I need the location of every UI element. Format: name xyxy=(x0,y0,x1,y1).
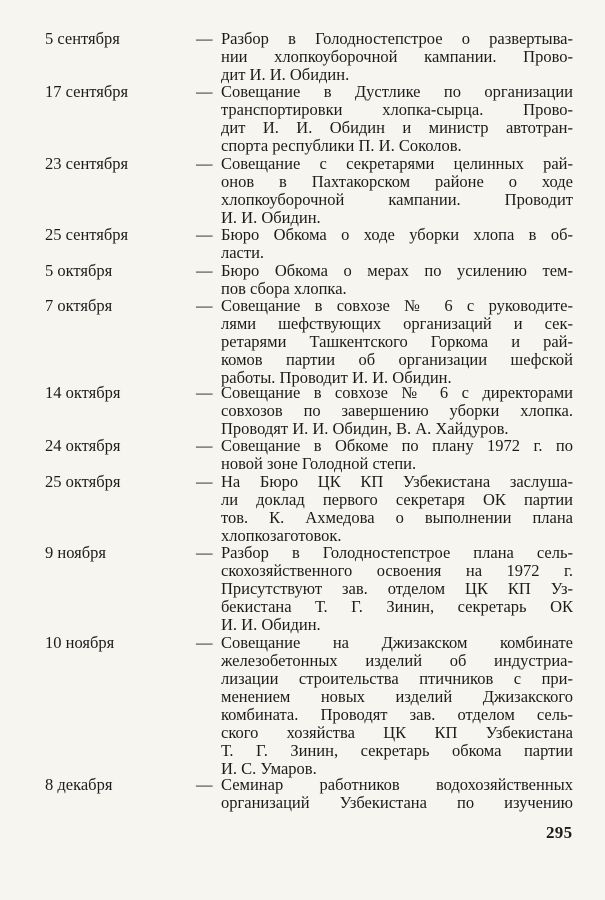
entry-text-line: Совещание на Джизакском комбинате xyxy=(221,634,573,652)
entry-text-line: комбината. Проводят зав. отделом сель- xyxy=(221,706,573,724)
entry-text-line: лями шефствующих организаций и сек- xyxy=(221,315,573,333)
entry-text-line: Совещание в Дустлике по организации xyxy=(221,83,573,101)
entry-date: 24 октября xyxy=(45,436,121,455)
entry-text-line: Бюро Обкома о мерах по усилению тем- xyxy=(221,262,573,280)
entry-dash: — xyxy=(196,436,213,455)
entry-dash: — xyxy=(196,29,213,48)
entry-description xyxy=(221,226,573,262)
entry-text-line: ли доклад первого секретаря ОК партии xyxy=(221,491,573,509)
entry-text-line: ласти. xyxy=(221,244,265,262)
entry-text-line: скохозяйственного освоения на 1972 г. xyxy=(221,562,573,580)
entry-date: 7 октября xyxy=(45,296,113,315)
entry-dash: — xyxy=(196,296,213,315)
entry-description xyxy=(221,473,573,545)
entry-description xyxy=(221,155,573,227)
entry-text-line: совхозов по завершению уборки хлопка. xyxy=(221,402,573,420)
entry-text-line: Семинар работников водохозяйственных xyxy=(221,776,573,794)
entry-text-line: хлопкоуборочной кампании. Проводит xyxy=(221,191,573,209)
entry-description xyxy=(221,776,573,812)
entry-text-line: Совещание в совхозе № 6 с директорами xyxy=(221,384,573,402)
entry-dash: — xyxy=(196,261,213,280)
entry-text-line: дит И. И. Обидин. xyxy=(221,66,350,84)
entry-date: 25 сентября xyxy=(45,225,129,244)
entry-text-line: организаций Узбекистана по изучению xyxy=(221,794,573,812)
entry-description xyxy=(221,30,573,84)
entry-date: 9 ноября xyxy=(45,543,106,562)
entry-description xyxy=(221,384,573,438)
entry-date: 17 сентября xyxy=(45,82,129,101)
entry-text-line: На Бюро ЦК КП Узбекистана заслуша- xyxy=(221,473,573,491)
entry-text-line: Совещание с секретарями целинных рай- xyxy=(221,155,573,173)
entry-text-line: Совещание в совхозе № 6 с руководите- xyxy=(221,297,573,315)
entry-text-line: И. С. Умаров. xyxy=(221,760,317,778)
entry-text-line: бекистана Т. Г. Зинин, секретарь ОК xyxy=(221,598,573,616)
entry-description xyxy=(221,437,573,473)
entry-text-line: работы. Проводит И. И. Обидин. xyxy=(221,369,452,387)
entry-dash: — xyxy=(196,82,213,101)
entry-text-line: ского хозяйства ЦК КП Узбекистана xyxy=(221,724,573,742)
entry-text-line: Совещание в Обкоме по плану 1972 г. по xyxy=(221,437,573,455)
entry-text-line: И. И. Обидин. xyxy=(221,209,321,227)
entry-text-line: Проводят И. И. Обидин, В. А. Хайдуров. xyxy=(221,420,509,438)
entry-description xyxy=(221,297,573,387)
entry-text-line: железобетонных изделий об индустриа- xyxy=(221,652,573,670)
entry-text-line: Т. Г. Зинин, секретарь обкома партии xyxy=(221,742,573,760)
entry-date: 5 октября xyxy=(45,261,113,280)
entry-dash: — xyxy=(196,472,213,491)
entry-description xyxy=(221,544,573,634)
entry-text-line: нии хлопкоуборочной кампании. Прово- xyxy=(221,48,573,66)
entry-text-line: пов сбора хлопка. xyxy=(221,280,347,298)
entry-text-line: тов. К. Ахмедова о выполнении плана xyxy=(221,509,573,527)
entry-dash: — xyxy=(196,633,213,652)
entry-date: 25 октября xyxy=(45,472,121,491)
entry-text-line: спорта республики П. И. Соколов. xyxy=(221,137,462,155)
entry-text-line: транспортировки хлопка-сырца. Прово- xyxy=(221,101,573,119)
entry-text-line: дит И. И. Обидин и министр автотран- xyxy=(221,119,573,137)
entry-description xyxy=(221,262,573,298)
entry-text-line: хлопкозаготовок. xyxy=(221,527,342,545)
entry-text-line: Присутствуют зав. отделом ЦК КП Уз- xyxy=(221,580,573,598)
entry-text-line: онов в Пахтакорском районе о ходе xyxy=(221,173,573,191)
entry-text-line: Бюро Обкома о ходе уборки хлопа в об- xyxy=(221,226,573,244)
entry-text-line: Разбор в Голодностепстрое о развертыва- xyxy=(221,30,573,48)
entry-dash: — xyxy=(196,383,213,402)
entry-text-line: И. И. Обидин. xyxy=(221,616,321,634)
entry-date: 14 октября xyxy=(45,383,121,402)
entry-description xyxy=(221,83,573,155)
entry-text-line: Разбор в Голодностепстрое плана сель- xyxy=(221,544,573,562)
entry-dash: — xyxy=(196,154,213,173)
entry-dash: — xyxy=(196,225,213,244)
entry-date: 8 декабря xyxy=(45,775,113,794)
entry-text-line: менением новых изделий Джизакского xyxy=(221,688,573,706)
entry-text-line: новой зоне Голодной степи. xyxy=(221,455,417,473)
entry-date: 5 сентября xyxy=(45,29,120,48)
entry-dash: — xyxy=(196,543,213,562)
entry-text-line: ретарями Ташкентского Горкома и рай- xyxy=(221,333,573,351)
entry-description xyxy=(221,634,573,778)
entry-text-line: комов партии об организации шефской xyxy=(221,351,573,369)
entry-date: 10 ноября xyxy=(45,633,115,652)
entry-dash: — xyxy=(196,775,213,794)
entry-date: 23 сентября xyxy=(45,154,129,173)
entry-text-line: лизации строительства птичников с при- xyxy=(221,670,573,688)
page-number: 295 xyxy=(546,823,573,842)
